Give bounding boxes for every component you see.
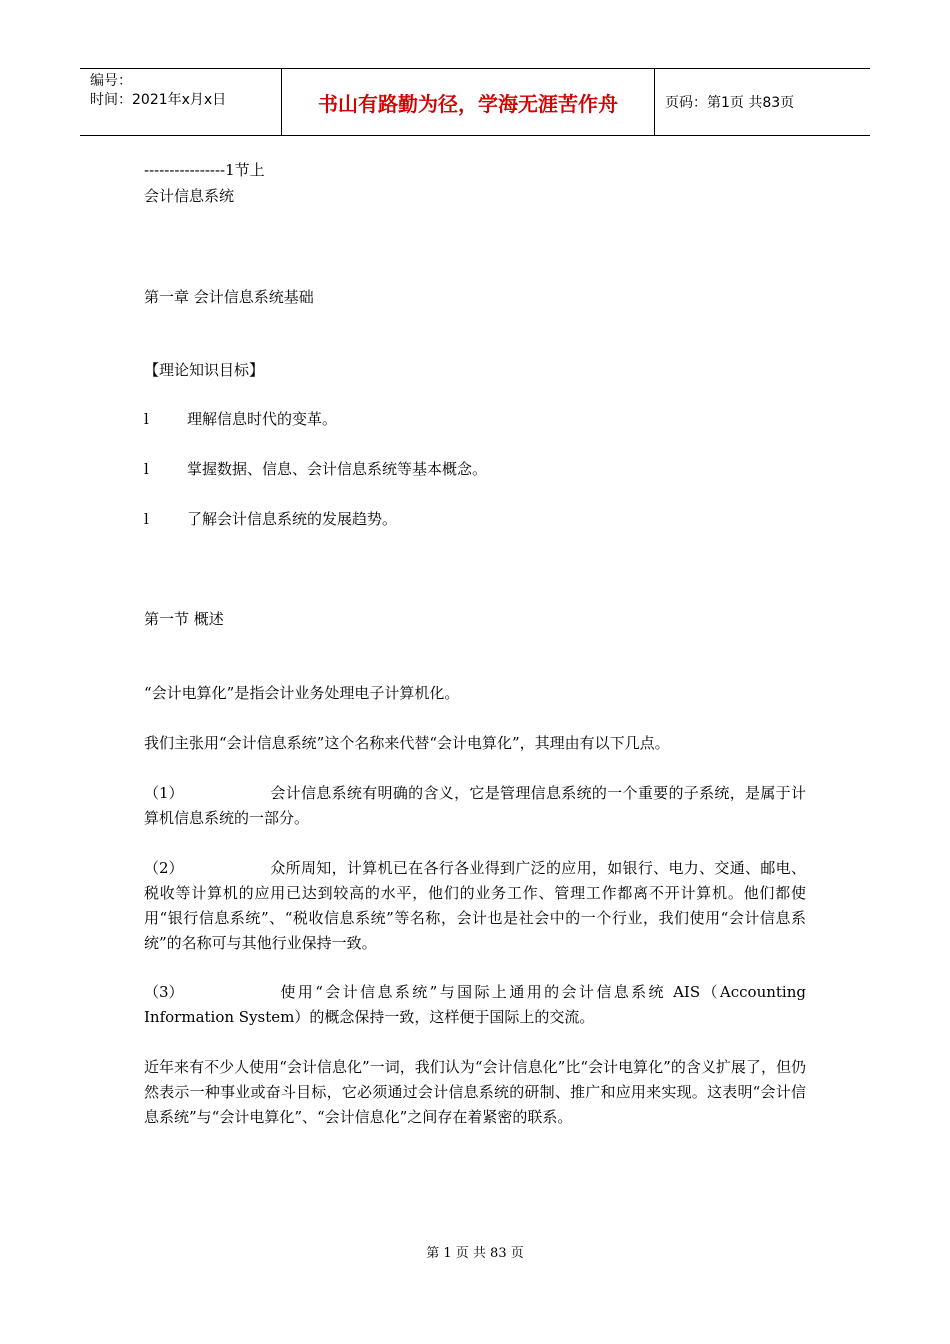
page-header <box>80 68 870 136</box>
paragraph-closing: 近年来有不少人使用“会计信息化”一词，我们认为“会计信息化”比“会计电算化”的含义扩展了，但仍然表示一种事业或奋斗目标，它必须通过会计信息系统的研制、推广和应用来实现。这表明“会计信息系统”与“会计电算化”、“会计信息化”之间存在着紧密的联系。 <box>144 1058 806 1126</box>
bullet-marker: l <box>144 460 149 478</box>
chapter-title: 第一章 会计信息系统基础 <box>144 288 314 306</box>
bullet-marker: l <box>144 410 149 428</box>
header-divider <box>654 69 655 135</box>
paragraph-reasons-intro: 我们主张用“会计信息系统”这个名称来代替“会计电算化”，其理由有以下几点。 <box>144 734 670 752</box>
reason-number: （2） <box>144 859 184 877</box>
objective-text: 掌握数据、信息、会计信息系统等基本概念。 <box>187 460 488 478</box>
paragraph-definition: “会计电算化”是指会计业务处理电子计算机化。 <box>144 684 460 702</box>
reason-text: 会计信息系统有明确的含义，它是管理信息系统的一个重要的子系统，是属于计算机信息系统的一部分。 <box>144 784 806 827</box>
reason-number: （1） <box>144 784 184 802</box>
reason-text: 众所周知，计算机已在各行各业得到广泛的应用，如银行、电力、交通、邮电、税收等计算机的应用已达到较高的水平，他们的业务工作、管理工作都离不开计算机。他们都使用“银行信息系统”、“税收信息系统”等名称，会计也是社会中的一个行业，我们使用“会计信息系统”的名称可与其他行业保持一致。 <box>144 859 806 952</box>
header-page-info: 页码：第1页 共83页 <box>665 95 795 111</box>
header-meta <box>90 72 226 110</box>
book-title: 会计信息系统 <box>144 187 235 205</box>
objective-text: 理解信息时代的变革。 <box>187 410 338 428</box>
page-footer: 第 1 页 共 83 页 <box>426 1246 524 1261</box>
objectives-heading: 【理论知识目标】 <box>144 361 265 379</box>
bullet-marker: l <box>144 510 149 528</box>
reason-item-1 <box>144 781 806 831</box>
objective-item <box>144 457 487 482</box>
serial-label: 编号： <box>90 73 132 89</box>
reason-text: 使用“会计信息系统”与国际上通用的会计信息系统 AIS（Accounting Information System）的概念保持一致，这样便于国际上的交流。 <box>144 983 806 1026</box>
objective-item <box>144 407 337 432</box>
reason-number: （3） <box>144 983 184 1001</box>
objective-item <box>144 507 397 532</box>
reason-item-3 <box>144 980 806 1030</box>
header-motto: 书山有路勤为径，学海无涯苦作舟 <box>318 91 618 116</box>
section-marker: ----------------1节上 <box>144 161 265 179</box>
time-label: 时间：2021年x月x日 <box>90 92 227 108</box>
objective-text: 了解会计信息系统的发展趋势。 <box>187 510 398 528</box>
reason-item-2 <box>144 856 806 956</box>
section-title: 第一节 概述 <box>144 610 224 628</box>
